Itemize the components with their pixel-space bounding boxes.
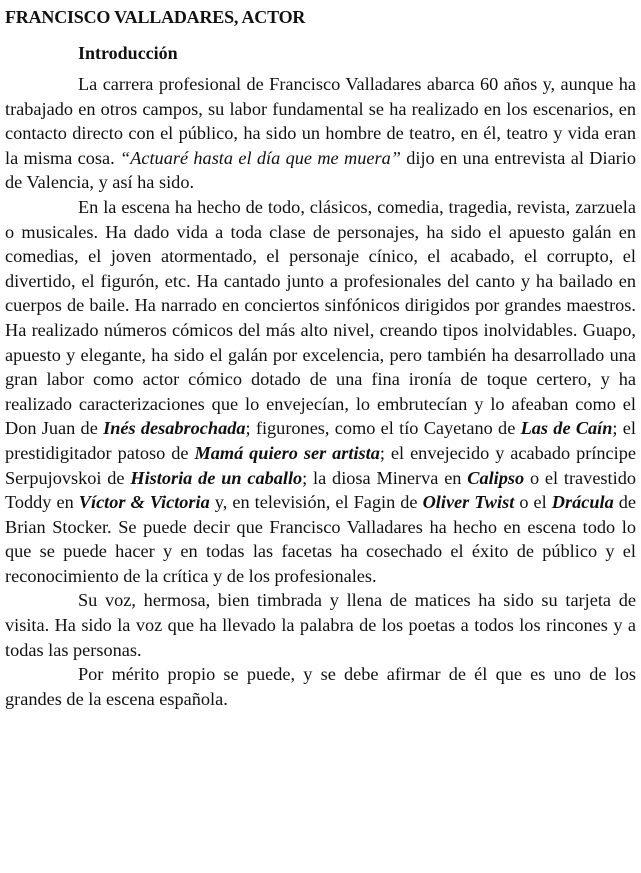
document-title: FRANCISCO VALLADARES, ACTOR bbox=[5, 7, 306, 27]
paragraph-roles bbox=[5, 195, 636, 589]
work-title: Oliver Twist bbox=[422, 492, 515, 513]
text-run: o el bbox=[514, 492, 552, 513]
work-title: Las de Caín bbox=[520, 418, 613, 439]
text-run: En la escena ha hecho de todo, clásicos, comedia, tragedia, revista, zarzuela o musicales. Ha dado vida a toda clase de personajes, ha sido el apuesto galán en comedias, el joven atormentado, el personaje cínico, el acabado, el corrupto, el divertido, el figurón, etc. Ha cantado junto a profesionales del canto y ha bailado en cuerpos de baile. Ha narrado en conciertos sinfónicos dirigidos por grandes maestros. Ha realizado números cómicos del más alto nivel, creando tipos inolvidables. Guapo, apuesto y elegante, ha sido el galán por excelencia, pero también ha desarrollado una gran labor como actor cómico dotado de una fina ironía de toque certero, y ha realizado caracterizaciones que lo envejecían, lo embrutecían y lo afeaban como el Don Juan de bbox=[5, 196, 636, 439]
text-run: ; figurones, como el tío Cayetano de bbox=[245, 418, 521, 439]
work-title: Historia de un caballo bbox=[130, 467, 303, 488]
text-run: y, en televisión, el Fagin de bbox=[209, 492, 423, 513]
paragraph-career bbox=[5, 72, 636, 195]
text-run: ; la diosa Minerva en bbox=[302, 467, 468, 488]
paragraph-voice bbox=[5, 588, 636, 662]
text-run: La carrera profesional de Francisco Valladares abarca 60 años y, aunque ha trabajado en otros campos, su labor fundamental se ha realizado en los escenarios, en contacto directo con el público, ha sido un hombre de teatro, en él, teatro y vida eran la misma cosa. bbox=[5, 74, 636, 168]
work-title: Mamá quiero ser artista bbox=[194, 442, 380, 463]
text-run: o el travestido Toddy en bbox=[5, 467, 636, 513]
work-title: Inés desabrochada bbox=[103, 418, 246, 439]
text-run: de Brian Stocker. Se puede decir que Francisco Valladares ha hecho en escena todo lo que se puede hacer y en todas las facetas ha cosechado el éxito de público y el reconocimiento de la crítica y de los profesionales. bbox=[5, 492, 637, 586]
text-run: ; el envejecido y acabado príncipe Serpujovskoi de bbox=[5, 442, 637, 488]
work-title: Drácula bbox=[551, 492, 614, 513]
text-run: Por mérito propio se puede, y se debe afirmar de él que es uno de los grandes de la escena española. bbox=[5, 664, 636, 709]
quote-text: “Actuaré hasta el día que me muera” bbox=[120, 147, 401, 168]
work-title: Víctor & Victoria bbox=[78, 492, 210, 513]
work-title: Calipso bbox=[467, 467, 525, 488]
document-page bbox=[5, 4, 636, 711]
paragraph-conclusion bbox=[5, 662, 636, 711]
section-heading: Introducción bbox=[78, 43, 178, 63]
text-run: dijo en una entrevista al Diario de Valencia, y así ha sido. bbox=[5, 147, 636, 193]
text-run: Su voz, hermosa, bien timbrada y llena de matices ha sido su tarjeta de visita. Ha sido la voz que ha llevado la palabra de los poetas a todos los rincones y a todas las personas. bbox=[5, 590, 636, 660]
text-run: ; el prestidigitador patoso de bbox=[5, 418, 636, 463]
